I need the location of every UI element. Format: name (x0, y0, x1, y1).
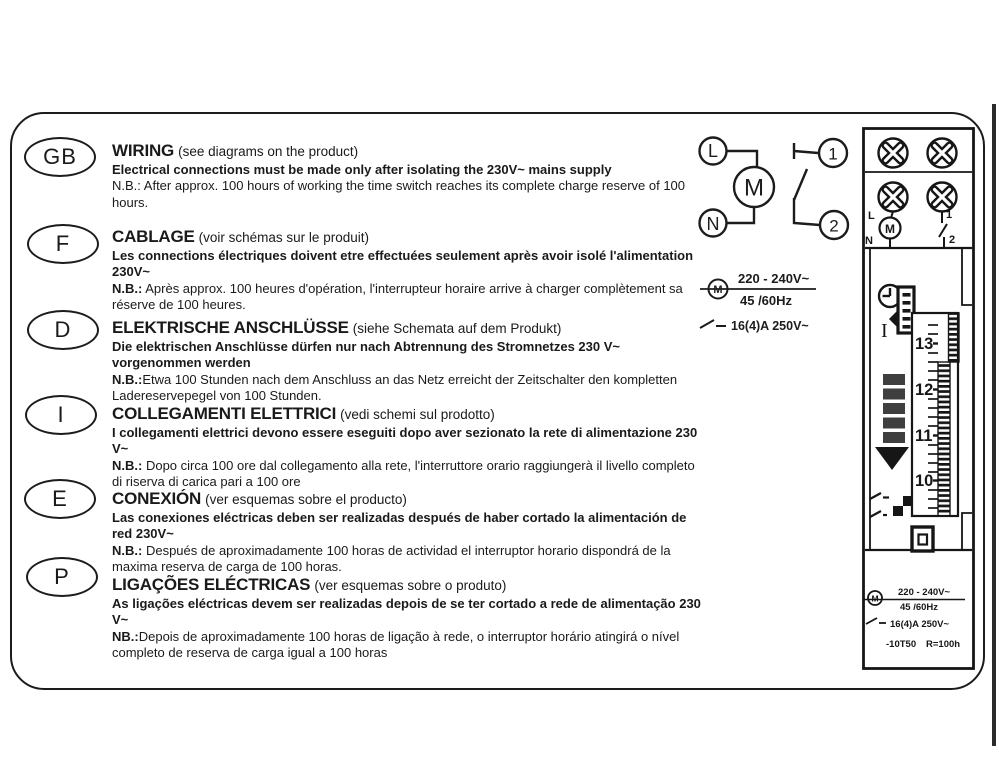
section-title: COLLEGAMENTI ELETTRICI (112, 404, 337, 423)
device-terminal-1-label: 1 (946, 209, 953, 221)
section-gb (112, 141, 702, 211)
language-badge-gb (24, 137, 96, 177)
spec-contact-rating-label: 16(4)A 250V~ (890, 619, 950, 630)
frequency-label: 45 /60Hz (740, 293, 793, 308)
terminal-l-label: L (707, 141, 719, 161)
wire-to-contact-2 (794, 198, 820, 225)
note-body: Después de aproximadamente 100 horas de actividad el interruptor horario dispondrá de la maxima reserva de carga de 100 horas. (112, 542, 671, 575)
section-title: LIGAÇÕES ELÉCTRICAS (112, 575, 311, 594)
timer-dial (912, 313, 959, 516)
wire-l-to-motor (727, 151, 757, 168)
contact-symbol-icon (700, 320, 714, 328)
spec-voltage-label: 220 - 240V~ (898, 587, 951, 598)
rider-column-out (949, 313, 960, 362)
page-scan-edge (992, 104, 996, 746)
warning-text: Die elektrischen Anschlüsse dürfen nur nach Abtrennung des Stromnetzes 230 V~ vorgenommen werden (112, 339, 620, 371)
motor-label: M (744, 174, 764, 202)
wiring-schematic (690, 130, 865, 340)
device-terminal-2-label: 2 (949, 234, 956, 246)
language-badge-p (26, 557, 98, 597)
language-badge-e (24, 479, 96, 519)
note-text (112, 178, 702, 211)
note-prefix: N.B.: (112, 371, 143, 387)
badge-label: P (54, 564, 70, 589)
device-terminal-l-label: L (868, 210, 875, 222)
switch-step-block (903, 496, 913, 506)
note-text (112, 281, 702, 314)
spec-temp-range-label: -10T50 (886, 639, 917, 650)
spec-frequency-label: 45 /60Hz (900, 602, 939, 613)
voltage-label: 220 - 240V~ (738, 271, 810, 286)
screw-terminal-icon (879, 139, 908, 168)
section-d (112, 318, 702, 405)
dial-hour-label: 12 (915, 381, 934, 399)
wire-to-contact-1 (794, 151, 818, 153)
language-badge-i (25, 395, 97, 435)
section-e (112, 489, 702, 576)
note-text (112, 372, 702, 405)
section-subtitle: (siehe Schemata auf dem Produkt) (352, 321, 562, 336)
note-body: Depois de aproximadamente 100 horas de ligação à rede, o interruptor horário atingirá o nível completo de reserva de carga igual a 100 horas (112, 628, 680, 661)
contact-2-label: 2 (829, 216, 839, 236)
contact-rating-label: 16(4)A 250V~ (731, 319, 809, 333)
badge-label: I (57, 402, 65, 427)
screw-terminal-icon (928, 183, 957, 212)
language-badge-d (27, 310, 99, 350)
section-subtitle: (ver esquemas sobre el producto) (205, 492, 407, 507)
note-body: N.B.: After approx. 100 hours of working the time switch reaches its complete charge reserve of 100 hours. (112, 178, 686, 210)
rider-column (938, 362, 950, 516)
note-prefix: N.B.: (112, 542, 143, 558)
section-subtitle: (vedi schemi sul prodotto) (340, 407, 495, 422)
switch-blade-icon (794, 169, 807, 200)
note-text (112, 458, 702, 491)
language-badge-f (27, 224, 99, 264)
section-subtitle: (ver esquemas sobre o produto) (314, 578, 507, 593)
badge-label: E (52, 486, 68, 511)
warning-text: Electrical connections must be made only after isolating the 230V~ mains supply (112, 162, 612, 177)
contact-1-label: 1 (828, 144, 838, 164)
note-text (112, 543, 702, 576)
section-subtitle: (see diagrams on the product) (178, 144, 359, 159)
note-prefix: N.B.: (112, 280, 143, 296)
wire-n-to-motor (727, 207, 754, 223)
dial-hour-label: 10 (915, 472, 934, 490)
badge-label: D (54, 317, 72, 342)
note-body: Etwa 100 Stunden nach dem Anschluss an das Netz erreicht der Zeitschalter den kompletten Ladereservepegel von 100 Stunden. (112, 371, 678, 404)
warning-text: Las conexiones eléctricas deben ser realizadas después de haber cortado la alimentación de red 230V~ (112, 510, 687, 542)
section-f (112, 227, 702, 314)
section-title: CABLAGE (112, 227, 195, 246)
warning-text: I collegamenti elettrici devono essere eseguiti dopo aver sezionato la rete di alimentazione 230 V~ (112, 425, 698, 457)
dial-hour-label: 13 (915, 335, 934, 353)
motor-symbol-label: M (713, 284, 723, 296)
note-body: Après approx. 100 heures d'opération, l'interrupteur horaire arrive à charger complètement sa réserve de 100 heures. (112, 280, 683, 313)
note-prefix: NB.: (112, 628, 139, 644)
switch-step-block (893, 506, 903, 516)
badge-label: GB (43, 144, 77, 169)
warning-text: Les connections électriques doivent etre effectuées seulement après avoir isolé l'alimentation 230V~ (112, 248, 694, 280)
time-switch-device (860, 125, 980, 675)
warning-text: As ligações eléctricas devem ser realizadas depois de se ter cortado a rede de alimentação 230 V~ (112, 596, 701, 628)
badge-label: F (55, 231, 71, 256)
note-prefix: N.B.: (112, 457, 143, 473)
section-title: ELEKTRISCHE ANSCHLÜSSE (112, 318, 349, 337)
section-title: CONEXIÓN (112, 489, 202, 508)
section-p (112, 575, 702, 662)
section-subtitle: (voir schémas sur le produit) (198, 230, 369, 245)
channel-label: I (881, 320, 888, 342)
adjust-button-icon (912, 527, 933, 551)
note-text (112, 629, 702, 662)
note-body: Dopo circa 100 ore dal collegamento alla rete, l'interruttore orario raggiungerà il livello completo di riserva di carica pari a 100 ore (112, 457, 695, 490)
section-title: WIRING (112, 141, 175, 160)
spec-reserve-label: R=100h (926, 639, 961, 650)
segment-indicators (883, 374, 905, 443)
device-terminal-n-label: N (865, 235, 873, 247)
section-i (112, 404, 702, 491)
dial-hour-label: 11 (915, 427, 933, 445)
terminal-n-label: N (706, 214, 720, 234)
screw-terminal-icon (928, 139, 957, 168)
screw-terminal-icon (879, 183, 908, 212)
device-motor-label: M (885, 222, 895, 236)
spec-motor-symbol-label: M (871, 593, 879, 604)
